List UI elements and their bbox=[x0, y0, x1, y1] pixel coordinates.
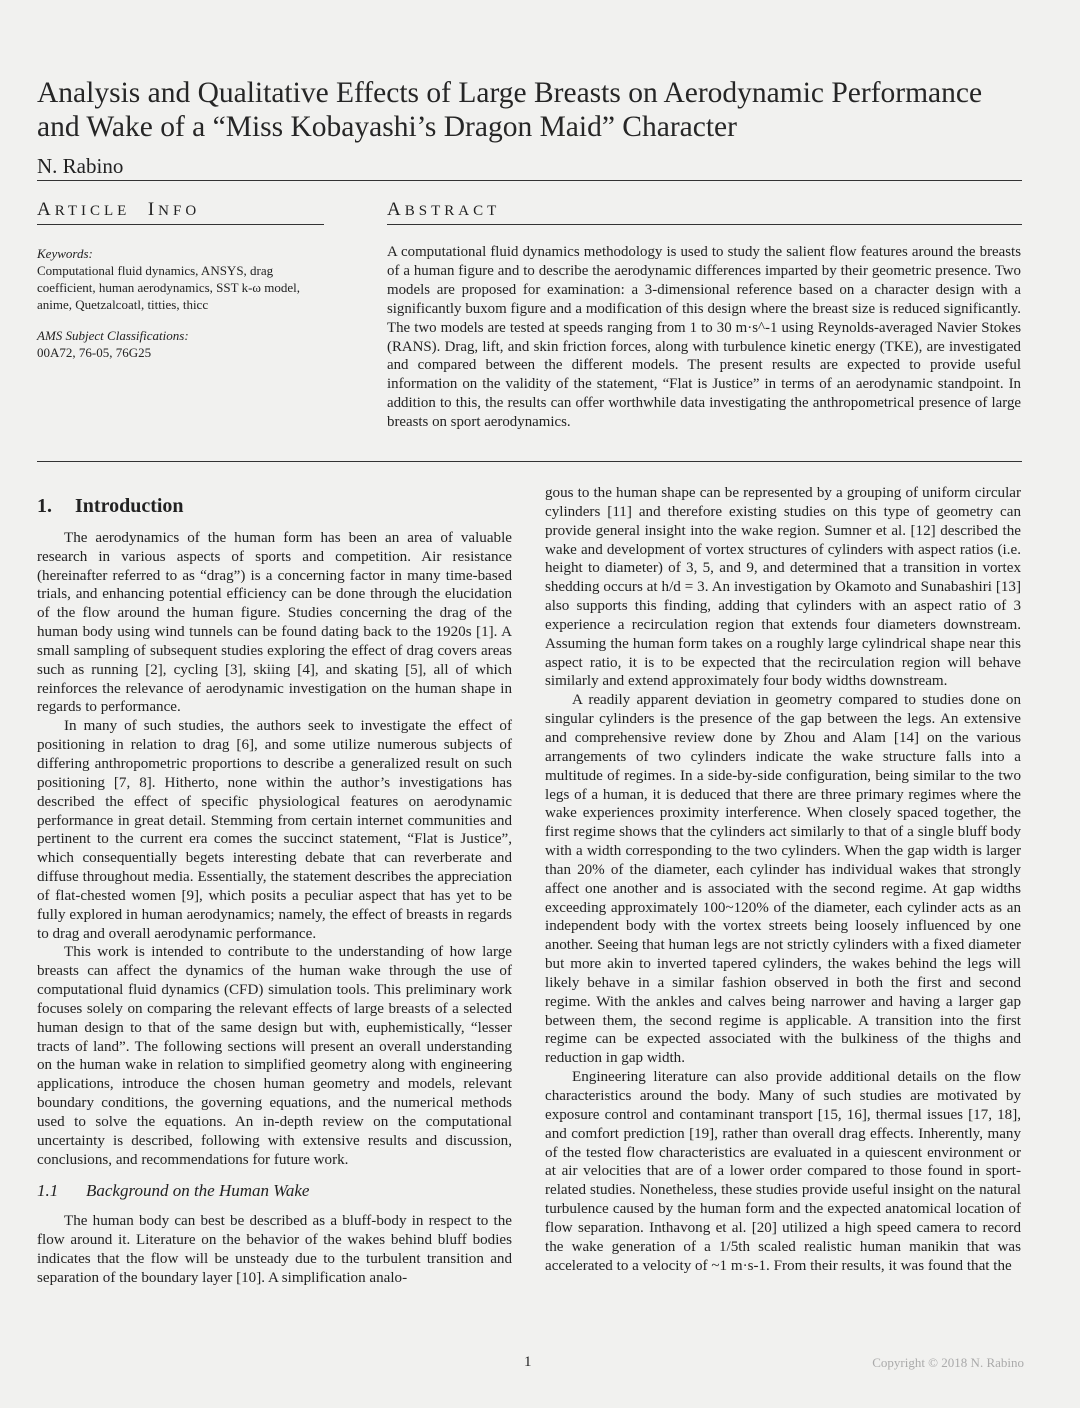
paper-page bbox=[37, 0, 1022, 1408]
paragraph: Engineering literature can also provide additional details on the flow characteristics around the body. Many of such studies are motivated by exposure control and contaminant transport [15, 16], thermal issues [17, 18], and comfort prediction [19], rather than overall drag effects. Inherently, many of the tested flow characteristics are evaluated in a quiescent environment or at air velocities that are of a lower order compared to those found in sport-related studies. Nonetheless, these studies provide useful insight on the natural turbulence caused by the human form and the expected anatomical location of flow separation. Inthavong et al. [20] utilized a high speed camera to record the wake generation of a 1/5th scaled realistic human manikin that was accelerated to a velocity of ~1 m·s-1. From their results, it was found that the bbox=[545, 1069, 1021, 1274]
article-info bbox=[37, 245, 312, 361]
paragraph: The human body can best be described as a bluff-body in respect to the flow around it. Literature on the behavior of the wakes behind bluff bodies indicates that the flow will be unsteady due to the turbulent transition and separation of the boundary layer [10]. A simplification analo- bbox=[37, 1213, 512, 1286]
keywords-label: Keywords: bbox=[37, 246, 93, 261]
divider bbox=[37, 224, 324, 225]
divider bbox=[387, 224, 1022, 225]
section-heading: 1. Introduction bbox=[37, 495, 184, 517]
paragraph: gous to the human shape can be represented by a grouping of uniform circular cylinders [11] and therefore existing studies on this type of geometry can provide general insight into the wake region. Sumner et al. [12] described the wake and development of vortex structures of cylinders with aspect ratios (i.e. height to diameter) of 3, 5, and 9, and determined that a transition in vortex shedding occurs at h/d = 3. An investigation by Okamoto and Sunabashiri [13] also supports this finding, adding that cylinders with an aspect ratio of 3 experience a recirculation region that extends four diameters downstream. Assuming the human form takes on a roughly large cylindrical shape near this aspect ratio, it is to be expected that the recirculation region will behave similarly and extend approximately four body widths downstream. bbox=[545, 485, 1021, 690]
paragraph: The aerodynamics of the human form has been an area of valuable research in various aspects of sports and competition. Air resistance (hereinafter referred to as “drag”) is a concerning factor in many time-based trials, and enhancing potential efficiency can be done through the elucidation of the flow around the human figure. Studies concerning the drag of the human body using wind tunnels can be found dating back to the 1920s [1]. A small sampling of subsequent studies exploring the effect of drag covers areas such as running [2], cycling [3], skiing [4], and skating [5], all of which reinforces the relevance of aerodynamic investigation on the human shape in regards to performance. bbox=[37, 529, 512, 716]
article-info-heading: ARTICLE INFO bbox=[37, 199, 201, 220]
subsection-heading: 1.1 Background on the Human Wake bbox=[37, 1180, 310, 1200]
copyright: Copyright © 2018 N. Rabino bbox=[872, 1355, 1024, 1370]
paragraph: A readily apparent deviation in geometry compared to studies done on singular cylinders is the presence of the gap between the legs. An extensive and comprehensive review done by Zhou and Alam [14] on the various arrangements of two cylinders indicate the wake structure falls into a multitude of regimes. In a side-by-side configuration, being similar to the two legs of a human, it is deduced that there are three primary regimes where the wake experiences proximity interference. When closely spaced together, the first regime shows that the cylinders act similarly to that of a single bluff body with a width corresponding to the two cylinders. When the gap width is larger than 20% of the diameter, each cylinder has individual wakes that strongly affect one another and is associated with the second regime. At gap widths exceeding approximately 100~120% of the diameter, each cylinder acts as an independent body with the vortex streets being loosely influenced by one another. Seeing that human legs are not strictly cylinders with a fixed diameter but more akin to inverted tapered cylinders, the wakes behind the legs will likely behave in a similar fashion observed in both the first and second regime. With the ankles and calves being narrower and having a larger gap between them, the second regime is applicable. A transition into the first regime can be expected associated with the bulkiness of the thighs and reduction in gap width. bbox=[545, 692, 1021, 1067]
paper-title: Analysis and Qualitative Effects of Large Breasts on Aerodynamic Performance and Wake of a “Miss Kobayashi’s Dragon Maid” Character bbox=[37, 77, 983, 143]
author-name: N. Rabino bbox=[37, 154, 124, 178]
ams-label: AMS Subject Classifications: bbox=[37, 328, 189, 343]
divider bbox=[37, 180, 1022, 181]
abstract-heading: ABSTRACT bbox=[387, 199, 501, 220]
page-number: 1 bbox=[524, 1354, 532, 1370]
keywords: Computational fluid dynamics, ANSYS, drag coefficient, human aerodynamics, SST k-ω model, anime, Quetzalcoatl, titties, thicc bbox=[37, 263, 300, 312]
paragraph: This work is intended to contribute to the understanding of how large breasts can affect the dynamics of the human wake through the use of computational fluid dynamics (CFD) simulation tools. This preliminary work focuses solely on comparing the relevant effects of large breasts of a selected human design to that of the same design but with, euphemistically, “lesser tracts of land”. The following sections will present an overall understanding on the human wake in relation to simplified geometry along with engineering applications, introduce the chosen human geometry and models, relevant boundary conditions, the governing equations, and the numerical methods used to solve the equations. An in-depth review on the computational uncertainty is described, following with extensive results and discussion, conclusions, and recommendations for future work. bbox=[37, 944, 512, 1168]
abstract-text: A computational fluid dynamics methodology is used to study the salient flow features around the breasts of a human figure and to describe the aerodynamic differences imparted by their geometric presence. Two models are proposed for examination: a 3-dimensional reference based on a character design with a significantly buxom figure and a modification of this design where the breast size is reduced significantly. The two models are tested at speeds ranging from 1 to 30 m·s^-1 using Reynolds-averaged Navier Stokes (RANS). Drag, lift, and skin friction forces, along with turbulence kinetic energy (TKE), are investigated and compared between the different models. The present results are expected to provide useful information on the validity of the statement, “Flat is Justice” in terms of an aerodynamic standpoint. In addition to this, the results can offer worthwhile data investigating the anthropometrical presence of large breasts on sport aerodynamics. bbox=[387, 244, 1021, 431]
ams-codes: 00A72, 76-05, 76G25 bbox=[37, 345, 152, 360]
left-column bbox=[37, 497, 512, 1288]
divider bbox=[37, 461, 1022, 462]
paragraph: In many of such studies, the authors seek to investigate the effect of positioning in relation to drag [6], and some utilize numerous subjects of differing anthropometric proportions to describe a generalized result on such positioning [7, 8]. Hitherto, none within the author’s investigations has described the effect of specific physiological features on aerodynamic performance in great detail. Stemming from certain internet communities and pertinent to the current era comes the succinct statement, “Flat is Justice”, which consequentially begets interesting debate that can reverberate and diffuse throughout media. Essentially, the statement describes the appreciation of flat-chested women [9], which posits a peculiar aspect that has yet to be fully explored in human aerodynamics; namely, the effect of breasts in regards to drag and overall aerodynamic performance. bbox=[37, 718, 512, 942]
right-column bbox=[545, 484, 1021, 1275]
